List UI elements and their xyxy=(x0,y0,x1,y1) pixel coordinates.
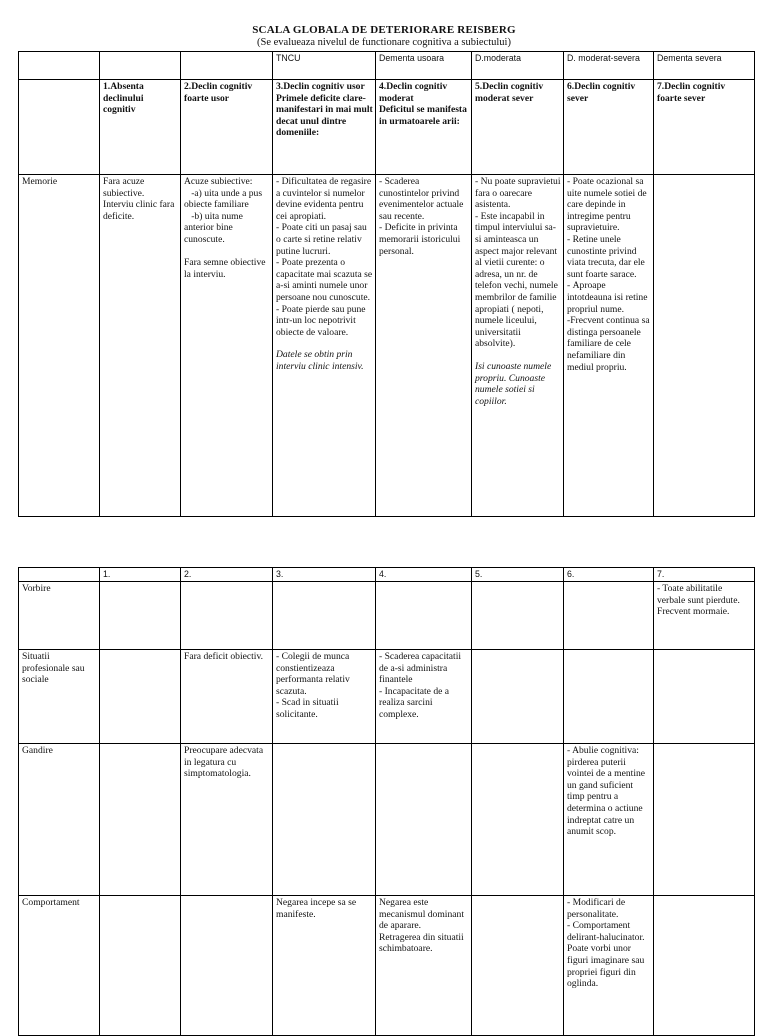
table-cell xyxy=(376,744,472,896)
row-label-situatii: Situatii profesionale sau sociale xyxy=(19,650,100,744)
table-cell: Fara deficit obiectiv. xyxy=(181,650,273,744)
table-cell xyxy=(472,582,564,650)
row-label-memorie: Memorie xyxy=(19,175,100,517)
memory-stage-5-note: Isi cunoaste numele propriu. Cunoaste numele sotiei si copiilor. xyxy=(475,360,552,407)
stage-number-4: 4. xyxy=(376,568,472,582)
memory-stage-4: - Scaderea cunostintelor privind evenimentelor actuale sau recente. - Deficite in privinta memorarii istoricului personal. xyxy=(376,175,472,517)
severity-label-severe: Dementa severa xyxy=(654,52,755,80)
table-cell xyxy=(472,896,564,1036)
table-cell: - Toate abilitatile verbale sunt pierdute. Frecvent mormaie. xyxy=(654,582,755,650)
table-cell xyxy=(181,896,273,1036)
memory-row xyxy=(19,175,755,517)
row-label-gandire: Gandire xyxy=(19,744,100,896)
stage-number-cell xyxy=(19,568,100,582)
memory-stage-7 xyxy=(654,175,755,517)
severity-label-tncu: TNCU xyxy=(273,52,376,80)
memory-stage-5 xyxy=(472,175,564,517)
table-cell xyxy=(564,582,654,650)
table-row-comportament xyxy=(19,896,755,1036)
severity-label-cell xyxy=(181,52,273,80)
stage-number-3: 3. xyxy=(273,568,376,582)
stage-header-3: 3.Declin cognitiv usor Primele deficite clare-manifestari in mai mult decat unul dintre domeniile: xyxy=(273,80,376,175)
table-cell xyxy=(564,650,654,744)
table-cell: - Abulie cognitiva: pirderea puterii vointei de a mentine un gand suficient timp pentru a determina o actiune indreptat catre un anumit scop. xyxy=(564,744,654,896)
memory-stage-2: Acuze subiective: -a) uita unde a pus obiecte familiare -b) uita nume anterior bine cunoscute. Fara semne obiective la interviu. xyxy=(181,175,273,517)
memory-stage-6: - Poate ocazional sa uite numele sotiei de care depinde in intregime pentru supravietuire. - Retine unele cunostinte privind viata trecuta, dar ele sunt foarte saracе. - Aproape intotdeauna isi retine propriul nume. -Frecvent continua sa distinga persoanele familiare de cele nefamiliare din mediul propriu. xyxy=(564,175,654,517)
memory-stage-5-text: - Nu poate supravietui fara o oarecare asistenta. - Este incapabil in timpul interviului sa-si aminteasca un aspect major relevant al vietii curente: o adresa, un nr. de telefon vechi, numele membrilor de familie apropiati ( nepoti, numele liceului, universitatii absolvite). xyxy=(475,176,561,350)
stage-number-1: 1. xyxy=(100,568,181,582)
stage-number-6: 6. xyxy=(564,568,654,582)
severity-label-cell xyxy=(19,52,100,80)
stage-number-2: 2. xyxy=(181,568,273,582)
table-cell: Preocupare adecvata in legatura cu simptomatologia. xyxy=(181,744,273,896)
stage-header-4: 4.Declin cognitiv moderat Deficitul se manifesta in urmatoarele arii: xyxy=(376,80,472,175)
table-cell xyxy=(100,650,181,744)
stage-header-7: 7.Declin cognitiv foarte sever xyxy=(654,80,755,175)
memory-stage-3-note: Datele se obtin prin interviu clinic intensiv. xyxy=(276,349,364,372)
document-title: SCALA GLOBALA DE DETERIORARE REISBERG xyxy=(252,24,516,36)
table-cell: - Modificari de personalitate. - Comportament delirant-halucinator. Poate vorbi unor figuri imaginare sau propriei figuri din oglinda. xyxy=(564,896,654,1036)
table-cell xyxy=(273,582,376,650)
table-cell xyxy=(654,896,755,1036)
table-cell: Negarea incepe sa se manifeste. xyxy=(273,896,376,1036)
memory-stage-1: Fara acuze subiective. Interviu clinic fara deficite. xyxy=(100,175,181,517)
table-cell xyxy=(654,650,755,744)
memory-stage-3 xyxy=(273,175,376,517)
severity-label-cell xyxy=(100,52,181,80)
severity-label-moderate-severe: D. moderat-severa xyxy=(564,52,654,80)
table-row-situatii xyxy=(19,650,755,744)
table-cell xyxy=(472,650,564,744)
stage-header-6: 6.Declin cognitiv sever xyxy=(564,80,654,175)
row-label-comportament: Comportament xyxy=(19,896,100,1036)
stage-number-5: 5. xyxy=(472,568,564,582)
table-cell: - Colegii de munca constientizeaza performanta relativ scazuta. - Scad in situatii solicitante. xyxy=(273,650,376,744)
stage-header-1: 1.Absenta declinului cognitiv xyxy=(100,80,181,175)
reisberg-table-domains xyxy=(18,567,755,1036)
row-label-vorbire: Vorbire xyxy=(19,582,100,650)
stage-header-row xyxy=(19,80,755,175)
document-subtitle: (Se evalueaza nivelul de functionare cognitiva a subiectului) xyxy=(257,37,511,48)
severity-label-moderate: D.moderata xyxy=(472,52,564,80)
stage-number-7: 7. xyxy=(654,568,755,582)
table-cell: - Scaderea capacitatii de a-si administra finantele - Incapacitate de a realiza sarcini complexe. xyxy=(376,650,472,744)
severity-label-mild: Dementa usoara xyxy=(376,52,472,80)
reisberg-table-memory xyxy=(18,51,755,517)
stage-header-cell xyxy=(19,80,100,175)
table-cell: Negarea este mecanismul dominant de aparare. Retragerea din situatii schimbatoare. xyxy=(376,896,472,1036)
table-cell xyxy=(472,744,564,896)
stage-header-5: 5.Declin cognitiv moderat sever xyxy=(472,80,564,175)
stage-header-2: 2.Declin cognitiv foarte usor xyxy=(181,80,273,175)
table-row-gandire xyxy=(19,744,755,896)
severity-labels-row xyxy=(19,52,755,80)
table-cell xyxy=(181,582,273,650)
memory-stage-3-text: - Dificultatea de regasire a cuvintelor si numelor devine evidenta pentru cei apropiati. - Poate citi un pasaj sau o carte si retine relativ putine lucruri. - Poate prezenta o capacitate mai scazuta se a-si aminti numele unor persoane nou cunoscute. - Poate pierde sau pune intr-un loc nepotrivit obiecte de valoare. xyxy=(276,176,373,338)
table-cell xyxy=(654,744,755,896)
table-cell xyxy=(376,582,472,650)
table-cell xyxy=(100,744,181,896)
table-cell xyxy=(100,896,181,1036)
table-cell xyxy=(100,582,181,650)
stage-number-row xyxy=(19,568,755,582)
table-cell xyxy=(273,744,376,896)
table-row-vorbire xyxy=(19,582,755,650)
